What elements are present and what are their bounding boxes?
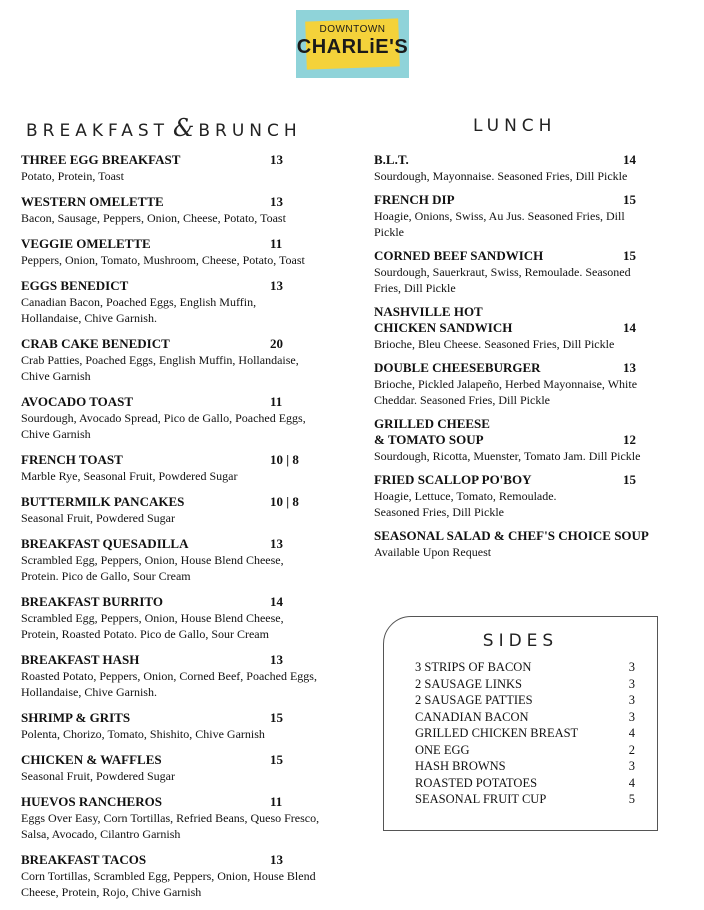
item-description: Potato, Protein, Toast xyxy=(21,169,124,183)
side-price: 5 xyxy=(628,792,635,806)
menu-item xyxy=(21,194,351,226)
breakfast-title-left: BREAKFAST xyxy=(26,121,170,141)
menu-item xyxy=(374,416,674,464)
item-description: Protein. Pico de Gallo, Sour Cream xyxy=(21,569,191,583)
item-name: THREE EGG BREAKFAST xyxy=(21,152,181,167)
item-price: 15 xyxy=(623,248,636,263)
side-name: ONE EGG xyxy=(415,742,470,757)
item-description: Peppers, Onion, Tomato, Mushroom, Cheese, Potato, Toast xyxy=(21,253,305,267)
item-description: Hollandaise, Chive Garnish. xyxy=(21,311,157,325)
side-price: 2 xyxy=(628,742,635,757)
item-name: NASHVILLE HOT xyxy=(374,304,483,319)
item-description: Marble Rye, Seasonal Fruit, Powdered Sugar xyxy=(21,469,238,483)
item-name: BREAKFAST QUESADILLA xyxy=(21,536,189,551)
item-description: Eggs Over Easy, Corn Tortillas, Refried Beans, Queso Fresco, xyxy=(21,811,320,825)
item-price: 20 xyxy=(270,336,283,351)
item-description: Chive Garnish xyxy=(21,369,91,383)
logo-line2: CHARLiE'S xyxy=(296,36,409,58)
side-item xyxy=(415,742,635,759)
item-description: Crab Patties, Poached Eggs, English Muffin, Hollandaise, xyxy=(21,353,299,367)
item-name: SEASONAL SALAD & CHEF'S CHOICE SOUP xyxy=(374,528,649,543)
menu-item xyxy=(21,652,351,700)
side-name: GRILLED CHICKEN BREAST xyxy=(415,726,579,740)
side-name: 2 SAUSAGE PATTIES xyxy=(415,693,533,707)
menu-item xyxy=(21,594,351,642)
item-name: SHRIMP & GRITS xyxy=(21,710,131,725)
menu-item xyxy=(21,152,351,184)
breakfast-title-right: BRUNCH xyxy=(198,121,302,141)
item-name: BREAKFAST TACOS xyxy=(21,852,147,867)
side-price: 4 xyxy=(628,775,635,790)
side-price: 3 xyxy=(628,709,635,724)
item-description: Available Upon Request xyxy=(374,545,492,559)
item-price: 13 xyxy=(270,652,283,667)
item-description: Hollandaise, Chive Garnish. xyxy=(21,685,157,699)
item-name: AVOCADO TOAST xyxy=(21,394,134,409)
menu-item xyxy=(374,152,674,184)
item-price: 10 | 8 xyxy=(270,494,299,509)
item-price: 13 xyxy=(270,152,283,167)
item-name: & TOMATO SOUP xyxy=(374,432,484,447)
item-price: 15 xyxy=(623,192,636,207)
menu-item xyxy=(21,794,351,842)
item-name: DOUBLE CHEESEBURGER xyxy=(374,360,541,375)
item-description: Scrambled Egg, Peppers, Onion, House Blend Cheese, xyxy=(21,611,284,625)
side-name: CANADIAN BACON xyxy=(415,709,529,724)
item-name: FRIED SCALLOP PO'BOY xyxy=(374,472,532,487)
item-description: Bacon, Sausage, Peppers, Onion, Cheese, Potato, Toast xyxy=(21,211,286,225)
side-name: ROASTED POTATOES xyxy=(415,775,538,790)
item-name: CRAB CAKE BENEDICT xyxy=(21,336,170,351)
menu-item xyxy=(21,536,351,584)
side-item xyxy=(415,709,635,726)
item-description: Seasoned Fries, Dill Pickle xyxy=(374,505,504,519)
item-price: 13 xyxy=(270,852,283,867)
item-description: Brioche, Bleu Cheese. Seasoned Fries, Dill Pickle xyxy=(374,337,615,351)
item-name: GRILLED CHEESE xyxy=(374,416,490,431)
menu-item xyxy=(21,336,351,384)
item-name: FRENCH DIP xyxy=(374,192,455,207)
side-item xyxy=(415,659,635,676)
item-price: 13 xyxy=(270,194,283,209)
menu-item xyxy=(374,472,674,520)
breakfast-title xyxy=(26,114,302,142)
item-description: Seasonal Fruit, Powdered Sugar xyxy=(21,769,175,783)
item-description: Fries, Dill Pickle xyxy=(374,281,456,295)
menu-item xyxy=(374,248,674,296)
item-description: Chive Garnish xyxy=(21,427,91,441)
menu-item xyxy=(374,304,674,352)
item-price: 11 xyxy=(270,236,283,251)
item-description: Hoagie, Lettuce, Tomato, Remoulade. xyxy=(374,489,557,503)
lunch-menu xyxy=(374,152,674,568)
item-description: Canadian Bacon, Poached Eggs, English Muffin, xyxy=(21,295,257,309)
item-name: B.L.T. xyxy=(374,152,409,167)
item-price: 11 xyxy=(270,794,283,809)
item-name: EGGS BENEDICT xyxy=(21,278,129,293)
breakfast-title-amp: & xyxy=(173,114,195,142)
side-name: 3 STRIPS OF BACON xyxy=(415,660,532,674)
side-item xyxy=(415,791,635,808)
item-description: Roasted Potato, Peppers, Onion, Corned Beef, Poached Eggs, xyxy=(21,669,317,683)
menu-item xyxy=(374,192,674,240)
side-price: 3 xyxy=(628,660,635,674)
item-description: Sourdough, Ricotta, Muenster, Tomato Jam. Dill Pickle xyxy=(374,449,641,463)
side-name: 2 SAUSAGE LINKS xyxy=(415,676,522,691)
item-price: 11 xyxy=(270,394,283,409)
side-item xyxy=(415,775,635,792)
menu-item xyxy=(374,360,674,408)
menu-item xyxy=(21,278,351,326)
menu-item xyxy=(21,394,351,442)
item-price: 12 xyxy=(623,432,636,447)
item-price: 15 xyxy=(623,472,636,487)
logo xyxy=(296,10,409,78)
item-price: 10 | 8 xyxy=(270,452,299,467)
item-price: 14 xyxy=(270,594,283,609)
item-name: BREAKFAST BURRITO xyxy=(21,594,163,609)
item-description: Scrambled Egg, Peppers, Onion, House Blend Cheese, xyxy=(21,553,284,567)
side-price: 4 xyxy=(628,726,635,740)
item-description: Protein, Roasted Potato. Pico de Gallo, Sour Cream xyxy=(21,627,269,641)
breakfast-menu xyxy=(21,152,351,910)
item-name: CHICKEN & WAFFLES xyxy=(21,752,162,767)
item-description: Cheese, Protein, Rojo, Chive Garnish xyxy=(21,885,202,899)
lunch-title: LUNCH xyxy=(473,116,557,136)
menu-item xyxy=(21,752,351,784)
item-description: Cheddar. Seasoned Fries, Dill Pickle xyxy=(374,393,550,407)
sides-list xyxy=(415,659,635,808)
item-price: 13 xyxy=(270,536,283,551)
menu-item xyxy=(21,236,351,268)
item-description: Sourdough, Mayonnaise. Seasoned Fries, Dill Pickle xyxy=(374,169,628,183)
sides-title: SIDES xyxy=(482,631,559,651)
item-name: VEGGIE OMELETTE xyxy=(21,236,151,251)
item-description: Hoagie, Onions, Swiss, Au Jus. Seasoned Fries, Dill xyxy=(374,209,625,223)
side-name: HASH BROWNS xyxy=(415,759,506,773)
logo-line1: DOWNTOWN xyxy=(319,24,386,35)
side-name: SEASONAL FRUIT CUP xyxy=(415,792,547,806)
item-price: 13 xyxy=(623,360,636,375)
side-item xyxy=(415,758,635,775)
item-price: 14 xyxy=(623,152,636,167)
menu-item xyxy=(21,852,351,900)
item-price: 15 xyxy=(270,710,283,725)
item-price: 13 xyxy=(270,278,283,293)
item-name: BREAKFAST HASH xyxy=(21,652,140,667)
item-name: CHICKEN SANDWICH xyxy=(374,320,513,335)
side-price: 3 xyxy=(628,759,635,773)
item-name: WESTERN OMELETTE xyxy=(21,194,164,209)
item-description: Corn Tortillas, Scrambled Egg, Peppers, Onion, House Blend xyxy=(21,869,316,883)
item-description: Brioche, Pickled Jalapeño, Herbed Mayonnaise, White xyxy=(374,377,638,391)
menu-item xyxy=(374,528,674,560)
sides-box xyxy=(383,616,658,831)
item-price: 15 xyxy=(270,752,283,767)
item-description: Polenta, Chorizo, Tomato, Shishito, Chive Garnish xyxy=(21,727,265,741)
item-name: HUEVOS RANCHEROS xyxy=(21,794,162,809)
item-description: Sourdough, Sauerkraut, Swiss, Remoulade. Seasoned xyxy=(374,265,631,279)
item-name: BUTTERMILK PANCAKES xyxy=(21,494,185,509)
side-item xyxy=(415,725,635,742)
item-description: Sourdough, Avocado Spread, Pico de Gallo, Poached Eggs, xyxy=(21,411,306,425)
menu-item xyxy=(21,494,351,526)
side-price: 3 xyxy=(628,676,635,691)
item-name: FRENCH TOAST xyxy=(21,452,123,467)
side-price: 3 xyxy=(628,693,635,707)
menu-item xyxy=(21,710,351,742)
side-item xyxy=(415,676,635,693)
item-name: CORNED BEEF SANDWICH xyxy=(374,248,544,263)
menu-item xyxy=(21,452,351,484)
item-price: 14 xyxy=(623,320,636,335)
item-description: Seasonal Fruit, Powdered Sugar xyxy=(21,511,175,525)
side-item xyxy=(415,692,635,709)
item-description: Pickle xyxy=(374,225,404,239)
item-description: Salsa, Avocado, Cilantro Garnish xyxy=(21,827,181,841)
